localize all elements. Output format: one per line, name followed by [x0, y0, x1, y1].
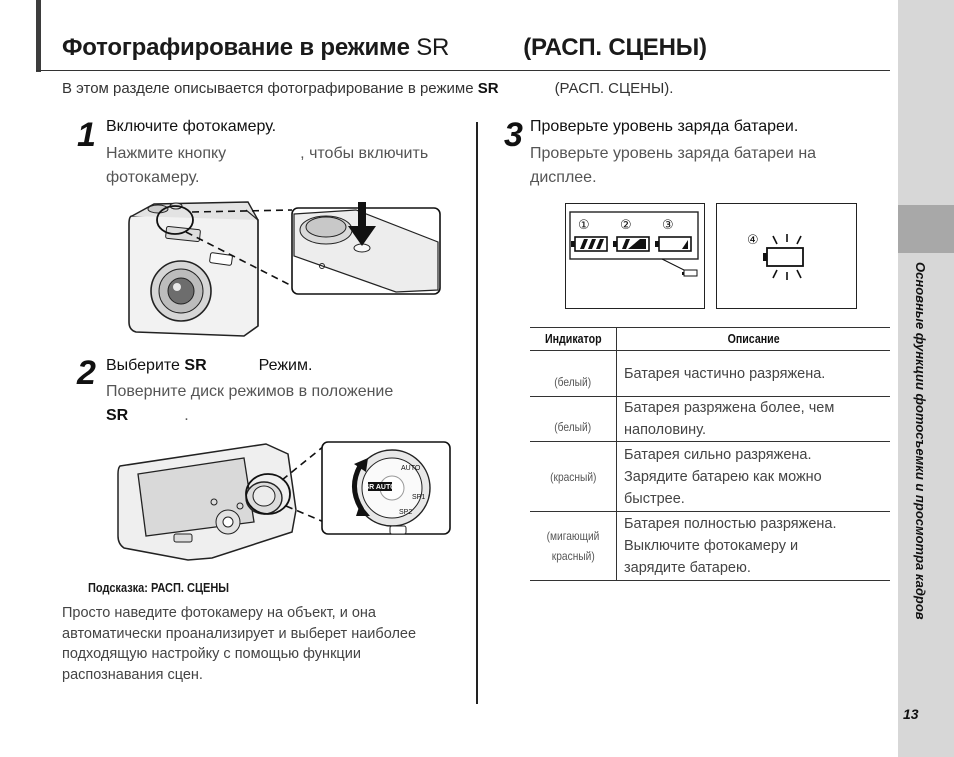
- battery-partially-discharged-icon: [571, 237, 607, 251]
- step-2-heading: [106, 357, 312, 375]
- battery-levels-graphic: [566, 204, 704, 308]
- mode-dial-illustration: [116, 436, 452, 562]
- table-header-indicator: Индикатор: [530, 328, 617, 351]
- step-1-body-b: , чтобы включить: [300, 145, 429, 162]
- table-cell-description: Батарея сильно разряжена. Зарядите батарею как можно быстрее.: [617, 442, 891, 512]
- intro-mode: SR: [477, 80, 499, 97]
- table-cell-description: Батарея разряжена более, чем наполовину.: [617, 397, 891, 442]
- battery-low-icon: [655, 237, 691, 251]
- table-row: [530, 397, 890, 442]
- table-cell-indicator: (мигающий красный): [530, 512, 617, 581]
- page-number: 13: [903, 706, 919, 722]
- battery-half-discharged-icon: [613, 237, 649, 251]
- battery-indicator-table: [530, 327, 890, 581]
- battery-label-1: ①: [578, 218, 590, 233]
- dial-sr-auto-label: SR AUTO: [364, 484, 396, 491]
- step-2-body-a: Поверните диск режимов в положение: [106, 383, 394, 400]
- intro-text: [62, 80, 673, 97]
- table-cell-description: Батарея частично разряжена.: [617, 351, 891, 397]
- title-mode: SR: [416, 34, 450, 61]
- table-header-row: [530, 328, 890, 351]
- step-1-body-a: Нажмите кнопку: [106, 145, 227, 162]
- table-cell-description: Батарея полностью разряжена. Выключите фотокамеру и зарядите батарею.: [617, 512, 891, 581]
- battery-label-4: ④: [747, 233, 759, 248]
- battery-empty-graphic: [717, 204, 856, 308]
- sidebar-section-tab: [898, 205, 954, 253]
- table-row: [530, 442, 890, 512]
- dial-auto-label: AUTO: [401, 465, 421, 472]
- step-1-body-c: фотокамеру.: [106, 169, 200, 186]
- table-row: [530, 512, 890, 581]
- step-3-body: [530, 142, 890, 190]
- battery-label-2: ②: [620, 218, 632, 233]
- step-2-body-mode: SR: [106, 407, 129, 424]
- page-title: [62, 34, 707, 62]
- intro-after: (РАСП. СЦЕНЫ).: [554, 80, 674, 97]
- dial-sp2-label: SP2: [399, 509, 413, 516]
- step-2-heading-mode: SR: [184, 357, 207, 374]
- camera-power-illustration: [126, 196, 444, 340]
- table-cell-indicator: (белый): [530, 397, 617, 442]
- table-row: [530, 351, 890, 397]
- hint-title: Подсказка: РАСП. СЦЕНЫ: [88, 581, 230, 595]
- battery-empty-blinking-icon: [763, 234, 803, 280]
- title-rule: [36, 70, 890, 71]
- table-cell-indicator: (красный): [530, 442, 617, 512]
- dial-sp1-label: SP1: [412, 494, 426, 501]
- step-2-body-dot: .: [184, 407, 189, 424]
- column-divider: [476, 122, 478, 704]
- battery-display-empty: [716, 203, 857, 309]
- sidebar-section-title: Основные функции фотосъемки и просмотра кадров: [913, 262, 928, 620]
- title-paren: (РАСП. СЦЕНЫ): [523, 34, 707, 61]
- table-header-description: Описание: [617, 328, 891, 351]
- battery-label-3: ③: [662, 218, 674, 233]
- step-3-heading: Проверьте уровень заряда батареи.: [530, 118, 799, 135]
- step-3-body-b: дисплее.: [530, 169, 597, 186]
- title-accent-bar: [36, 0, 41, 72]
- intro-before: В этом разделе описывается фотографирование в режиме: [62, 80, 478, 97]
- step-1-body: [106, 142, 466, 190]
- step-3-number: 3: [504, 116, 523, 154]
- step-2-heading-b: Режим.: [258, 357, 313, 374]
- step-2-number: 2: [77, 354, 96, 392]
- step-2-heading-a: Выберите: [106, 357, 185, 374]
- step-3-body-a: Проверьте уровень заряда батареи на: [530, 145, 817, 162]
- title-main: Фотографирование в режиме: [62, 34, 417, 61]
- step-1-number: 1: [77, 116, 96, 154]
- hint-text: Просто наведите фотокамеру на объект, и она автоматически проанализирует и выберет наиболее подходящую настройку с помощью функции распознавания сцен.: [62, 605, 417, 683]
- battery-display-levels: [565, 203, 705, 309]
- table-cell-indicator: (белый): [530, 351, 617, 397]
- step-2-body: [106, 380, 466, 428]
- step-1-heading: Включите фотокамеру.: [106, 118, 277, 135]
